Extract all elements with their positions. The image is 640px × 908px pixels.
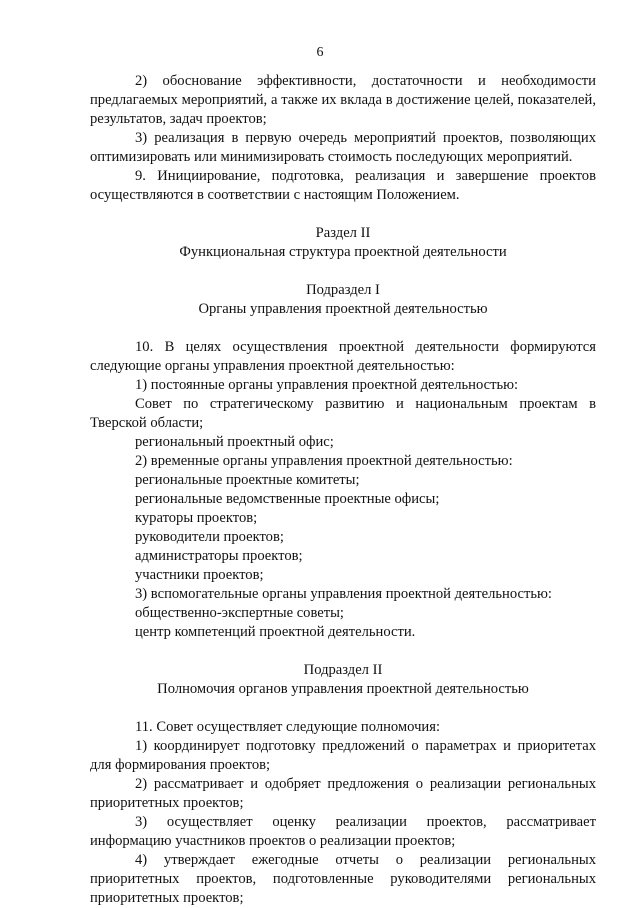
section-title: Функциональная структура проектной деятельности xyxy=(179,244,507,260)
paragraph: 10. В целях осуществления проектной деятельности формируются следующие органы управления проектной деятельностью: xyxy=(90,339,596,374)
list-item: центр компетенций проектной деятельности. xyxy=(135,624,416,640)
list-item: 2) временные органы управления проектной деятельностью: xyxy=(135,453,513,469)
page-number: 6 xyxy=(316,45,324,60)
section-label: Раздел II xyxy=(315,225,371,241)
list-item: 1) координирует подготовку предложений о параметрах и приоритетах для формирования проектов; xyxy=(90,738,596,773)
document-body xyxy=(90,72,596,908)
paragraph: 9. Инициирование, подготовка, реализация и завершение проектов осуществляются в соответствии с настоящим Положением. xyxy=(90,168,596,203)
list-item: администраторы проектов; xyxy=(135,548,303,564)
subsection-title: Полномочия органов управления проектной деятельностью xyxy=(157,681,529,697)
list-item: Совет по стратегическому развитию и национальным проектам в Тверской области; xyxy=(90,396,596,431)
list-item: кураторы проектов; xyxy=(135,510,258,526)
list-item: 3) вспомогательные органы управления проектной деятельностью: xyxy=(135,586,552,602)
list-item: региональные ведомственные проектные офисы; xyxy=(135,491,440,507)
list-item: руководители проектов; xyxy=(135,529,284,545)
list-item: региональные проектные комитеты; xyxy=(135,472,360,488)
list-item: общественно-экспертные советы; xyxy=(135,605,344,621)
list-item: участники проектов; xyxy=(135,567,264,583)
paragraph: 2) обоснование эффективности, достаточности и необходимости предлагаемых мероприятий, а также их вклада в достижение целей, показателей, результатов, задач проектов; xyxy=(90,73,596,127)
paragraph: 3) реализация в первую очередь мероприятий проектов, позволяющих оптимизировать или минимизировать стоимость последующих мероприятий. xyxy=(90,130,596,165)
list-item: региональный проектный офис; xyxy=(135,434,334,450)
list-item: 4) утверждает ежегодные отчеты о реализации региональных приоритетных проектов, подготовленные руководителями региональных приоритетных проектов; xyxy=(90,852,596,906)
subsection-label: Подраздел II xyxy=(303,662,383,678)
list-item: 2) рассматривает и одобряет предложения о реализации региональных приоритетных проектов; xyxy=(90,776,596,811)
paragraph: 11. Совет осуществляет следующие полномочия: xyxy=(135,719,441,735)
subsection-title: Органы управления проектной деятельностью xyxy=(198,301,488,317)
list-item: 1) постоянные органы управления проектной деятельностью: xyxy=(135,377,519,393)
subsection-label: Подраздел I xyxy=(306,282,380,298)
list-item: 3) осуществляет оценку реализации проектов, рассматривает информацию участников проектов о реализации проектов; xyxy=(90,814,596,849)
